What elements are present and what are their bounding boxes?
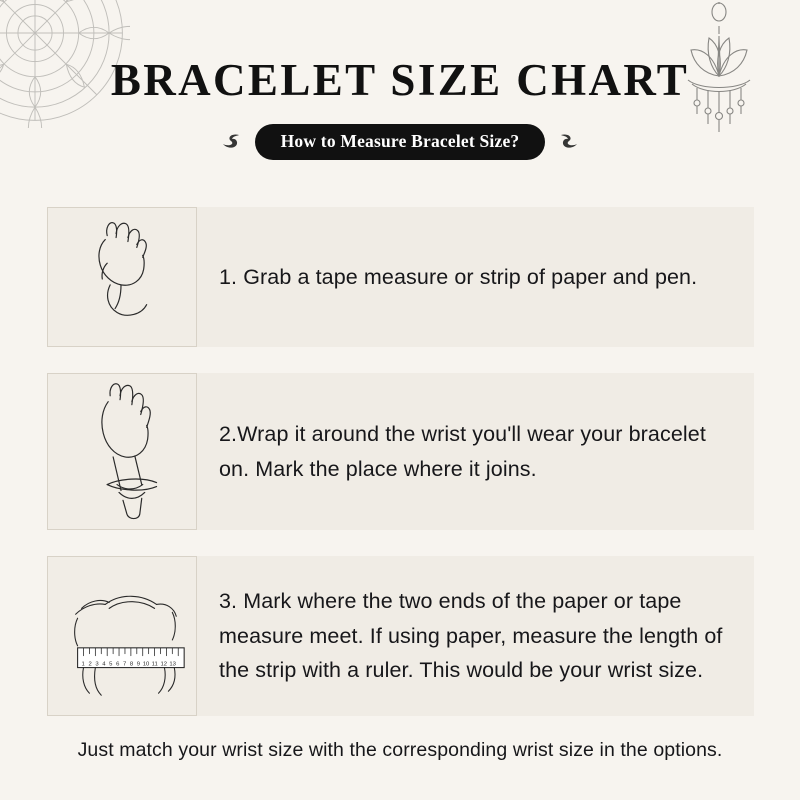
hands-measuring-with-ruler-icon (47, 556, 197, 716)
flourish-icon (555, 129, 581, 155)
svg-text:3: 3 (95, 661, 99, 668)
steps-list (47, 207, 754, 742)
step-text: 2.Wrap it around the wrist you'll wear your bracelet on. Mark the place where it joins. (219, 421, 706, 481)
svg-text:12: 12 (160, 661, 168, 668)
svg-text:13: 13 (169, 661, 176, 668)
svg-text:8: 8 (129, 661, 134, 668)
svg-text:6: 6 (116, 661, 120, 668)
svg-text:9: 9 (136, 661, 141, 668)
svg-text:10: 10 (142, 661, 150, 668)
list-item (47, 373, 754, 530)
footer-note: Just match your wrist size with the corresponding wrist size in the options. (77, 739, 723, 761)
hand-with-tape-measure-icon (47, 207, 197, 347)
subtitle-row (0, 124, 800, 160)
list-item (47, 207, 754, 347)
step-text: 3. Mark where the two ends of the paper or tape measure meet. If using paper, measure the length of the strip with a ruler. This would be your wrist size. (219, 588, 723, 683)
svg-text:7: 7 (122, 661, 127, 668)
step-text: 1. Grab a tape measure or strip of paper and pen. (219, 264, 698, 289)
svg-text:1: 1 (81, 661, 85, 668)
flourish-icon (219, 129, 245, 155)
svg-text:11: 11 (151, 661, 158, 668)
hand-wrist-wrap-icon (47, 373, 197, 530)
page-title: BRACELET SIZE CHART (110, 55, 690, 105)
svg-text:5: 5 (109, 661, 113, 668)
svg-text:4: 4 (102, 661, 106, 668)
list-item (47, 556, 754, 716)
subtitle-pill: How to Measure Bracelet Size? (255, 124, 546, 160)
svg-text:2: 2 (88, 661, 92, 668)
